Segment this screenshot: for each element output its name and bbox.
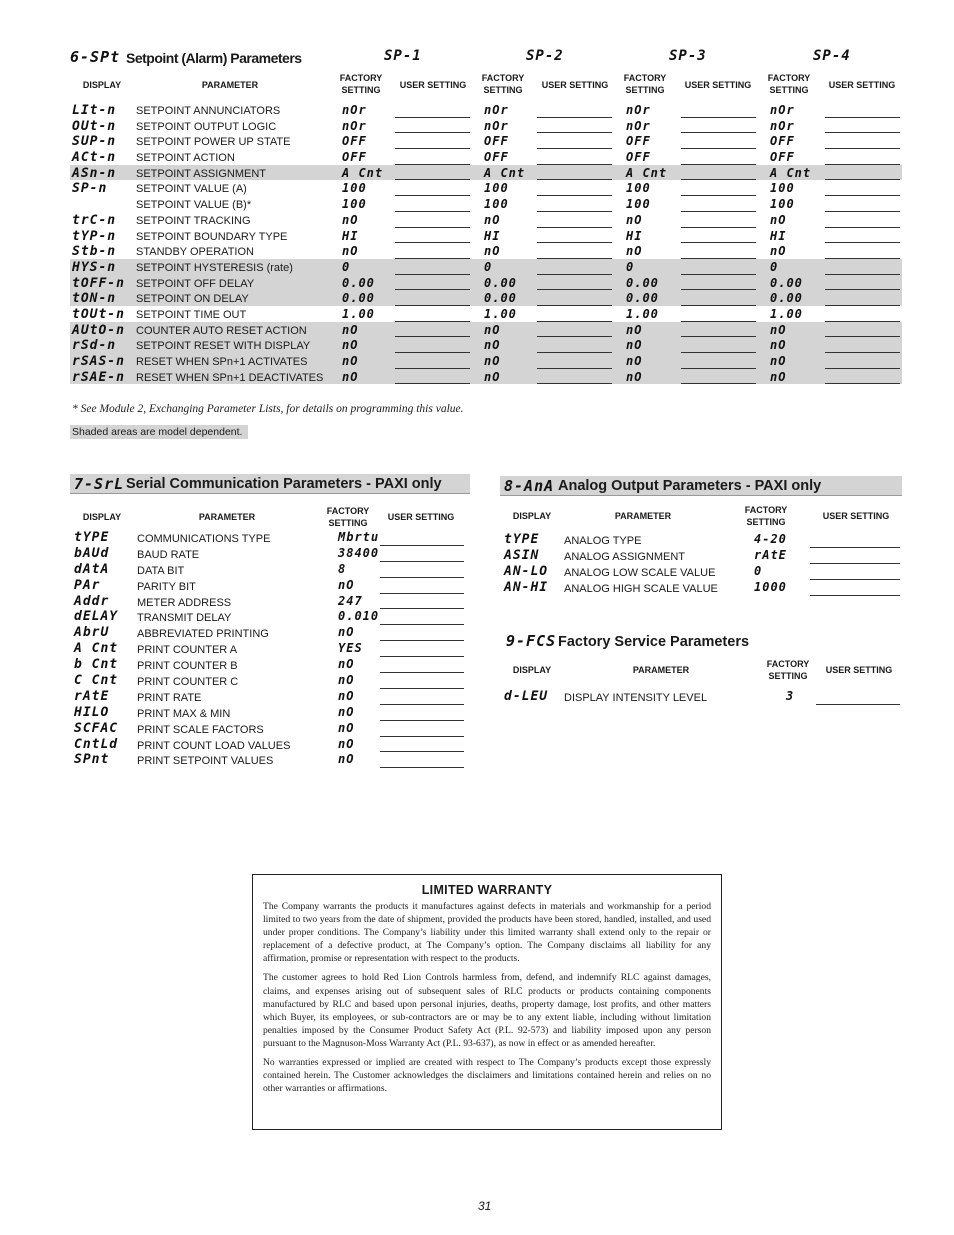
display-code: AN-LO bbox=[504, 563, 549, 579]
parameter-name: SETPOINT TRACKING bbox=[136, 214, 251, 227]
header-user-setting-sp3: USER SETTING bbox=[684, 80, 752, 90]
user-setting-line[interactable] bbox=[816, 704, 900, 705]
parameter-name: PRINT SETPOINT VALUES bbox=[137, 755, 274, 768]
factory-setting: nO bbox=[338, 736, 355, 751]
factory-setting-sp2: OFF bbox=[484, 134, 509, 149]
header-parameter: PARAMETER bbox=[632, 665, 690, 675]
factory-setting-sp3: 0.00 bbox=[626, 291, 659, 306]
serial-row bbox=[70, 530, 470, 546]
display-code: ASn-n bbox=[72, 165, 117, 181]
factory-row bbox=[500, 689, 902, 705]
user-setting-line-sp3[interactable] bbox=[681, 383, 756, 384]
parameter-name: ANALOG ASSIGNMENT bbox=[564, 550, 686, 563]
parameter-name: SETPOINT OFF DELAY bbox=[136, 277, 255, 290]
factory-setting-sp3: 100 bbox=[626, 181, 651, 196]
factory-table-header bbox=[500, 654, 902, 684]
display-code: dAtA bbox=[74, 561, 110, 577]
factory-setting-sp2: OFF bbox=[484, 150, 509, 165]
display-code: tYPE bbox=[74, 530, 110, 545]
parameter-name: SETPOINT VALUE (A) bbox=[136, 183, 247, 196]
header-factory: FACTORY SETTING bbox=[766, 659, 810, 681]
factory-setting: 4-20 bbox=[754, 532, 787, 546]
factory-setting-sp3: 0 bbox=[626, 259, 635, 274]
factory-setting-sp2: A Cnt bbox=[484, 165, 526, 180]
parameter-name: TRANSMIT DELAY bbox=[137, 612, 232, 625]
parameter-name: ABBREVIATED PRINTING bbox=[137, 628, 269, 641]
factory-setting-sp2: nOr bbox=[484, 118, 509, 133]
display-code: Stb-n bbox=[72, 244, 117, 260]
header-user-setting: USER SETTING bbox=[825, 665, 893, 675]
serial-row bbox=[70, 594, 470, 610]
header-factory: FACTORY SETTING bbox=[744, 505, 788, 527]
factory-setting-sp4: nO bbox=[770, 369, 787, 384]
analog-row bbox=[500, 548, 902, 564]
factory-title-row bbox=[500, 632, 902, 654]
serial-module-code: 7-SrL bbox=[74, 475, 125, 493]
display-code: LIt-n bbox=[72, 103, 117, 118]
display-code: tOFF-n bbox=[72, 275, 125, 291]
factory-setting: 1000 bbox=[754, 579, 787, 594]
warranty-paragraph-2: The customer agrees to hold Red Lion Controls harmless from, defend, and indemnify RLC against damages, claims, and expenses arising out of subsequent sales of RLC products or products containing components manufactured by RLC and based upon personal injuries, deaths, property damage, lost profits, and other matters which Buyer, its employees, or sub-contractors are or may be to any extent liable, including without limitation penalties imposed by the Consumer Product Safety Act (P.L. 92-573) and liability imposed upon any person pursuant to the Magnuson-Moss Warranty Act (P.L. 93-637), as now in effect or as amended hereafter. bbox=[263, 972, 711, 1049]
analog-row bbox=[500, 580, 902, 596]
factory-setting-sp1: HI bbox=[342, 228, 359, 243]
factory-setting: nO bbox=[338, 752, 355, 767]
parameter-name: PRINT COUNT LOAD VALUES bbox=[137, 739, 291, 752]
factory-setting-sp3: HI bbox=[626, 228, 643, 243]
display-code: AUtO-n bbox=[72, 322, 125, 338]
parameter-name: RESET WHEN SPn+1 DEACTIVATES bbox=[136, 371, 324, 384]
column-sp3: SP-3 bbox=[669, 48, 707, 64]
display-code: rSd-n bbox=[72, 338, 117, 354]
factory-setting-sp2: nOr bbox=[484, 103, 509, 117]
setpoint-row bbox=[70, 290, 902, 306]
factory-setting-sp3: nO bbox=[626, 369, 643, 384]
factory-setting: 0.010 bbox=[338, 609, 380, 624]
header-display: DISPLAY bbox=[82, 80, 122, 90]
factory-setting-sp3: nO bbox=[626, 354, 643, 368]
factory-setting-sp1: A Cnt bbox=[342, 165, 384, 180]
display-code: tOUt-n bbox=[72, 306, 125, 322]
display-code: SP-n bbox=[72, 181, 108, 197]
header-factory-sp2: FACTORY SETTING bbox=[481, 73, 525, 95]
parameter-name: SETPOINT OUTPUT LOGIC bbox=[136, 120, 277, 133]
factory-setting-sp2: nO bbox=[484, 212, 501, 227]
display-code: rAtE bbox=[74, 688, 110, 704]
display-code: HYS-n bbox=[72, 259, 117, 275]
parameter-name: SETPOINT HYSTERESIS (rate) bbox=[136, 261, 293, 274]
header-parameter: PARAMETER bbox=[614, 511, 672, 521]
setpoint-row bbox=[70, 369, 902, 385]
header-factory: FACTORY SETTING bbox=[326, 506, 370, 528]
factory-setting: nO bbox=[338, 688, 355, 703]
factory-setting-sp4: nOr bbox=[770, 118, 795, 133]
column-sp2: SP-2 bbox=[526, 48, 564, 64]
serial-table-header bbox=[70, 494, 470, 528]
serial-row bbox=[70, 578, 470, 594]
display-code: C Cnt bbox=[74, 673, 119, 689]
serial-rows bbox=[70, 530, 470, 768]
factory-setting-sp4: 0 bbox=[770, 259, 779, 274]
serial-row bbox=[70, 689, 470, 705]
factory-setting-sp2: 0 bbox=[484, 259, 493, 274]
user-setting-line-sp2[interactable] bbox=[537, 383, 612, 384]
display-code: tYP-n bbox=[72, 228, 117, 244]
display-code: CntLd bbox=[74, 736, 119, 752]
header-user-setting-sp2: USER SETTING bbox=[541, 80, 609, 90]
shaded-note: Shaded areas are model dependent. bbox=[70, 425, 248, 439]
factory-setting-sp1: 1.00 bbox=[342, 306, 375, 321]
factory-setting: 247 bbox=[338, 593, 363, 608]
header-factory-sp4: FACTORY SETTING bbox=[767, 73, 811, 95]
analog-rows bbox=[500, 532, 902, 596]
user-setting-line[interactable] bbox=[380, 767, 464, 768]
factory-setting-sp2: nO bbox=[484, 369, 501, 384]
factory-setting-sp4: nO bbox=[770, 244, 787, 259]
parameter-name: COMMUNICATIONS TYPE bbox=[137, 533, 271, 545]
factory-setting-sp2: nO bbox=[484, 354, 501, 368]
setpoint-row bbox=[70, 228, 902, 244]
serial-section bbox=[70, 474, 470, 768]
factory-setting-sp2: 1.00 bbox=[484, 306, 517, 321]
factory-setting: nO bbox=[338, 657, 355, 672]
setpoint-module-code: 6-SPt bbox=[70, 48, 121, 66]
serial-row bbox=[70, 657, 470, 673]
parameter-name: PRINT SCALE FACTORS bbox=[137, 723, 264, 736]
factory-setting-sp1: nOr bbox=[342, 118, 367, 133]
parameter-name: ANALOG TYPE bbox=[564, 535, 642, 547]
setpoint-row bbox=[70, 353, 902, 369]
display-code: A Cnt bbox=[74, 641, 119, 657]
setpoint-row bbox=[70, 196, 902, 212]
header-user-setting-sp4: USER SETTING bbox=[828, 80, 896, 90]
warranty-title: LIMITED WARRANTY bbox=[421, 883, 553, 897]
setpoint-row bbox=[70, 118, 902, 134]
setpoint-section bbox=[70, 48, 902, 384]
warranty-box bbox=[252, 874, 722, 1130]
parameter-name: DATA BIT bbox=[137, 564, 185, 577]
serial-title-bar bbox=[70, 474, 470, 494]
serial-row bbox=[70, 737, 470, 753]
factory-setting-sp3: OFF bbox=[626, 134, 651, 149]
serial-row bbox=[70, 721, 470, 737]
parameter-name: PRINT COUNTER B bbox=[137, 660, 238, 673]
serial-row bbox=[70, 625, 470, 641]
parameter-name: SETPOINT ASSIGNMENT bbox=[136, 167, 266, 180]
factory-setting-sp1: nO bbox=[342, 369, 359, 384]
display-code: ACt-n bbox=[72, 150, 117, 166]
setpoint-title: Setpoint (Alarm) Parameters bbox=[126, 50, 302, 66]
factory-setting-sp4: 100 bbox=[770, 181, 795, 196]
factory-setting: nO bbox=[338, 720, 355, 735]
analog-table-header bbox=[500, 496, 902, 526]
setpoint-rows bbox=[70, 102, 902, 384]
setpoint-row bbox=[70, 306, 902, 322]
display-code: trC-n bbox=[72, 212, 117, 228]
parameter-name: BAUD RATE bbox=[137, 548, 200, 561]
factory-setting-sp1: nOr bbox=[342, 103, 367, 117]
serial-row bbox=[70, 546, 470, 562]
parameter-name: RESET WHEN SPn+1 ACTIVATES bbox=[136, 356, 308, 368]
factory-setting-sp1: 0.00 bbox=[342, 275, 375, 290]
factory-setting-sp4: nO bbox=[770, 338, 787, 353]
header-parameter: PARAMETER bbox=[198, 512, 256, 522]
factory-setting-sp2: 0.00 bbox=[484, 291, 517, 306]
factory-setting-sp4: OFF bbox=[770, 134, 795, 149]
factory-setting-sp3: nO bbox=[626, 322, 643, 337]
setpoint-row bbox=[70, 133, 902, 149]
setpoint-row bbox=[70, 322, 902, 338]
display-code: d-LEU bbox=[504, 689, 549, 704]
user-setting-line-sp1[interactable] bbox=[395, 383, 470, 384]
parameter-name: ANALOG LOW SCALE VALUE bbox=[564, 566, 716, 579]
factory-setting-sp4: 1.00 bbox=[770, 306, 803, 321]
display-code: PAr bbox=[74, 577, 101, 593]
factory-setting-sp1: nO bbox=[342, 244, 359, 259]
display-code: SCFAC bbox=[74, 720, 119, 736]
factory-setting-sp1: 0.00 bbox=[342, 291, 375, 306]
page-number: 31 bbox=[478, 1199, 492, 1213]
factory-setting-sp3: nO bbox=[626, 212, 643, 227]
factory-setting-sp2: nO bbox=[484, 244, 501, 259]
factory-setting-sp1: OFF bbox=[342, 150, 367, 165]
parameter-name: STANDBY OPERATION bbox=[136, 246, 254, 259]
display-code: tYPE bbox=[504, 532, 540, 547]
parameter-name: SETPOINT BOUNDARY TYPE bbox=[136, 230, 288, 243]
parameter-name: SETPOINT VALUE (B)* bbox=[136, 199, 252, 212]
parameter-name: PRINT COUNTER C bbox=[137, 676, 239, 689]
header-display: DISPLAY bbox=[512, 665, 552, 675]
factory-section bbox=[500, 632, 902, 705]
display-code: rSAS-n bbox=[72, 354, 125, 369]
display-code: AbrU bbox=[74, 625, 110, 641]
parameter-name: PRINT COUNTER A bbox=[137, 644, 238, 657]
analog-module-code: 8-AnA bbox=[504, 477, 555, 495]
factory-setting-sp2: nO bbox=[484, 322, 501, 337]
factory-setting-sp1: nO bbox=[342, 354, 359, 368]
warranty-paragraph-3: No warranties expressed or implied are created with respect to The Company’s products except those expressly contained herein. The Customer acknowledges the disclaimers and limitations contained herein and relies on no other warranties or affirmations. bbox=[263, 1057, 711, 1095]
display-code: dELAY bbox=[74, 609, 119, 625]
display-code: OUt-n bbox=[72, 118, 117, 134]
factory-setting: Mbrtu bbox=[338, 530, 380, 544]
parameter-name: METER ADDRESS bbox=[137, 596, 232, 609]
factory-setting-sp4: HI bbox=[770, 228, 787, 243]
display-code: tON-n bbox=[72, 291, 117, 307]
header-factory-sp1: FACTORY SETTING bbox=[339, 73, 383, 95]
factory-setting-sp1: OFF bbox=[342, 134, 367, 149]
display-code: Addr bbox=[74, 593, 110, 609]
factory-title: Factory Service Parameters bbox=[558, 634, 750, 650]
factory-setting: nO bbox=[338, 704, 355, 719]
header-user-setting-sp1: USER SETTING bbox=[399, 80, 467, 90]
factory-setting-sp4: 0.00 bbox=[770, 291, 803, 306]
factory-setting-sp4: 0.00 bbox=[770, 275, 803, 290]
factory-setting-sp4: nOr bbox=[770, 103, 795, 117]
serial-title: Serial Communication Parameters - PAXI only bbox=[126, 476, 442, 492]
factory-setting: nO bbox=[338, 673, 355, 688]
factory-setting-sp1: nO bbox=[342, 212, 359, 227]
factory-setting: 8 bbox=[338, 561, 347, 576]
display-code: ASIN bbox=[504, 547, 540, 563]
factory-setting: 0 bbox=[754, 563, 763, 578]
factory-setting: 38400 bbox=[338, 545, 380, 560]
factory-setting: rAtE bbox=[754, 547, 787, 562]
setpoint-row bbox=[70, 102, 902, 118]
factory-setting-sp3: A Cnt bbox=[626, 165, 668, 180]
header-factory-sp3: FACTORY SETTING bbox=[623, 73, 667, 95]
parameter-name: SETPOINT TIME OUT bbox=[136, 308, 247, 321]
setpoint-row bbox=[70, 275, 902, 291]
factory-setting-sp4: OFF bbox=[770, 150, 795, 165]
setpoint-table-header bbox=[70, 70, 902, 100]
factory-setting-sp2: nO bbox=[484, 338, 501, 353]
factory-setting-sp3: nO bbox=[626, 244, 643, 259]
column-sp1: SP-1 bbox=[384, 48, 422, 64]
factory-setting-sp4: nO bbox=[770, 354, 787, 368]
display-code: AN-HI bbox=[504, 579, 549, 595]
parameter-name: COUNTER AUTO RESET ACTION bbox=[136, 324, 307, 337]
display-code: HILO bbox=[74, 704, 110, 720]
analog-section bbox=[500, 476, 902, 596]
analog-row bbox=[500, 564, 902, 580]
parameter-name: SETPOINT RESET WITH DISPLAY bbox=[136, 340, 311, 353]
factory-setting-sp3: nOr bbox=[626, 118, 651, 133]
factory-setting-sp2: 100 bbox=[484, 181, 509, 196]
setpoint-title-row bbox=[70, 48, 902, 70]
factory-setting-sp4: nO bbox=[770, 212, 787, 227]
factory-setting-sp2: 0.00 bbox=[484, 275, 517, 290]
factory-setting-sp4: nO bbox=[770, 322, 787, 337]
parameter-name: ANALOG HIGH SCALE VALUE bbox=[564, 582, 718, 595]
analog-row bbox=[500, 532, 902, 548]
factory-setting-sp1: nO bbox=[342, 338, 359, 353]
display-code: SUP-n bbox=[72, 134, 117, 150]
factory-setting-sp3: nOr bbox=[626, 103, 651, 117]
factory-setting-sp3: 1.00 bbox=[626, 306, 659, 321]
factory-setting-sp3: nO bbox=[626, 338, 643, 353]
setpoint-row bbox=[70, 243, 902, 259]
factory-setting-sp3: 100 bbox=[626, 197, 651, 212]
header-display: DISPLAY bbox=[512, 511, 552, 521]
setpoint-row bbox=[70, 337, 902, 353]
parameter-name: PARITY BIT bbox=[137, 580, 196, 593]
header-user-setting: USER SETTING bbox=[822, 511, 890, 521]
parameter-name: SETPOINT ON DELAY bbox=[136, 293, 249, 306]
factory-setting-sp4: A Cnt bbox=[770, 165, 812, 180]
factory-setting-sp3: OFF bbox=[626, 150, 651, 165]
column-sp4: SP-4 bbox=[813, 48, 851, 64]
factory-setting-sp4: 100 bbox=[770, 197, 795, 212]
user-setting-line-sp4[interactable] bbox=[825, 383, 900, 384]
factory-setting: nO bbox=[338, 577, 355, 592]
serial-row bbox=[70, 752, 470, 768]
serial-row bbox=[70, 673, 470, 689]
analog-title: Analog Output Parameters - PAXI only bbox=[558, 478, 822, 494]
serial-row bbox=[70, 609, 470, 625]
setpoint-row bbox=[70, 259, 902, 275]
serial-row bbox=[70, 562, 470, 578]
factory-setting-sp2: HI bbox=[484, 228, 501, 243]
factory-rows bbox=[500, 689, 902, 705]
factory-setting-sp1: 100 bbox=[342, 197, 367, 212]
parameter-name: PRINT MAX & MIN bbox=[137, 707, 231, 720]
factory-setting: YES bbox=[338, 641, 363, 656]
parameter-name: DISPLAY INTENSITY LEVEL bbox=[564, 692, 708, 704]
setpoint-row bbox=[70, 180, 902, 196]
parameter-name: SETPOINT ANNUNCIATORS bbox=[136, 105, 281, 117]
display-code: bAUd bbox=[74, 545, 110, 561]
factory-setting-sp1: 100 bbox=[342, 181, 367, 196]
user-setting-line[interactable] bbox=[810, 595, 900, 596]
setpoint-row bbox=[70, 149, 902, 165]
display-code: rSAE-n bbox=[72, 369, 125, 385]
factory-setting-sp3: 0.00 bbox=[626, 275, 659, 290]
serial-row bbox=[70, 641, 470, 657]
setpoint-row bbox=[70, 212, 902, 228]
header-parameter: PARAMETER bbox=[201, 80, 259, 90]
factory-setting: nO bbox=[338, 625, 355, 640]
header-display: DISPLAY bbox=[82, 512, 122, 522]
header-user-setting: USER SETTING bbox=[387, 512, 455, 522]
factory-setting-sp1: nO bbox=[342, 322, 359, 337]
serial-row bbox=[70, 705, 470, 721]
factory-setting: 3 bbox=[786, 689, 795, 703]
display-code: b Cnt bbox=[74, 657, 119, 673]
warranty-paragraph-1: The Company warrants the products it manufactures against defects in materials and workmanship for a period limited to two years from the date of shipment, provided the products have been stored, handled, installed, and used under proper conditions. The Company’s liability under this limited warranty shall extend only to the repair or replacement of a defective product, at The Company’s option. The Company disclaims all liability for any affirmation, promise or representation with respect to the products. bbox=[263, 901, 711, 965]
factory-module-code: 9-FCS bbox=[506, 632, 557, 650]
factory-setting-sp1: 0 bbox=[342, 259, 351, 274]
parameter-name: SETPOINT POWER UP STATE bbox=[136, 136, 291, 149]
display-code: SPnt bbox=[74, 752, 110, 768]
setpoint-row bbox=[70, 165, 902, 181]
parameter-name: SETPOINT ACTION bbox=[136, 152, 235, 165]
footnote: * See Module 2, Exchanging Parameter Lists, for details on programming this value. bbox=[72, 403, 464, 415]
parameter-name: PRINT RATE bbox=[137, 691, 202, 704]
analog-title-bar bbox=[500, 476, 902, 496]
factory-setting-sp2: 100 bbox=[484, 197, 509, 212]
